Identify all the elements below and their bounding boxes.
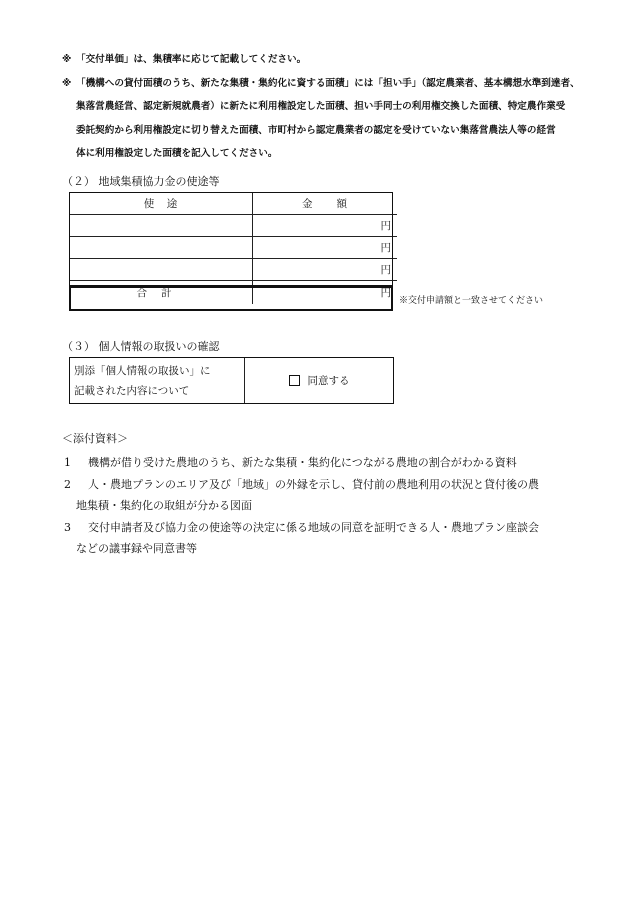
note-2-line-4: 体に利用権設定した面積を記入してください。 [76, 148, 278, 159]
header-use: 使 途 [70, 193, 253, 215]
yen-unit: 円 [380, 220, 391, 232]
agree-label: 同意する [307, 375, 350, 387]
item-text-continued: 地集積・集約化の取組が分かる図面 [76, 499, 252, 512]
total-row [70, 281, 397, 305]
table-row [70, 259, 397, 281]
table-row [70, 237, 397, 259]
note-1-text: 「交付単価」は、集積率に応じて記載してください。 [76, 54, 307, 65]
usage-table [70, 193, 397, 304]
yen-unit: 円 [380, 264, 391, 276]
total-side-note: ※交付申請額と一致させてください [399, 296, 544, 306]
item-number: 1 [64, 456, 71, 469]
use-cell[interactable] [70, 237, 253, 259]
note-mark: ※ [62, 54, 72, 65]
item-text: 人・農地プランのエリア及び「地域」の外縁を示し、貸付前の農地利用の状況と貸付後の農 [88, 477, 539, 491]
consent-label [70, 358, 245, 403]
usage-table-header [70, 193, 397, 215]
item-number: 3 [64, 520, 71, 534]
agree-checkbox[interactable] [289, 375, 300, 386]
item-text: 交付申請者及び協力金の使途等の決定に係る地域の同意を証明できる人・農地プラン座談会 [88, 520, 539, 534]
attachments-title: ＜添付資料＞ [62, 432, 128, 445]
note-mark: ※ [62, 77, 72, 89]
total-amount-cell[interactable] [253, 281, 398, 305]
note-2-line-2: 集落営農経営、認定新規就農者）に新たに利用権設定した面積、担い手同士の利用権交換した面積、特定農作業受 [76, 101, 566, 112]
list-item [62, 474, 602, 517]
yen-unit: 円 [380, 242, 391, 254]
note-2-line-1: 「機構への貸付面積のうち、新たな集積・集約化に資する面積」には「担い手」（認定農業者、基本構想水準到達者、 [76, 77, 580, 89]
note-2 [62, 72, 602, 166]
use-cell[interactable] [70, 215, 253, 237]
note-2-line-3: 委託契約から利用権設定に切り替えた面積、市町村から認定農業者の認定を受けていない集落営農法人等の経営 [76, 124, 556, 136]
item-text: 機構が借り受けた農地のうち、新たな集積・集約化につながる農地の割合がわかる資料 [88, 456, 517, 469]
privacy-consent-table [69, 357, 394, 404]
total-label: 合計 [70, 281, 253, 305]
list-item [62, 452, 602, 474]
list-item [62, 517, 602, 560]
consent-label-line-1: 別添「個人情報の取扱い」に [74, 365, 211, 377]
yen-unit: 円 [380, 287, 391, 299]
note-1 [62, 48, 602, 72]
header-amount: 金 額 [253, 193, 398, 215]
item-number: 2 [64, 477, 71, 491]
attachments-list [62, 452, 602, 560]
consent-label-line-2: 記載された内容について [74, 385, 190, 397]
amount-cell[interactable] [253, 215, 398, 237]
table-row [70, 215, 397, 237]
notes-block [62, 48, 602, 166]
section-3-title: （３） 個人情報の取扱いの確認 [62, 340, 220, 353]
section-2-title: （２） 地域集積協力金の使途等 [62, 175, 220, 188]
consent-value [245, 358, 393, 403]
use-cell[interactable] [70, 259, 253, 281]
amount-cell[interactable] [253, 259, 398, 281]
amount-cell[interactable] [253, 237, 398, 259]
item-text-continued: などの議事録や同意書等 [76, 542, 197, 555]
